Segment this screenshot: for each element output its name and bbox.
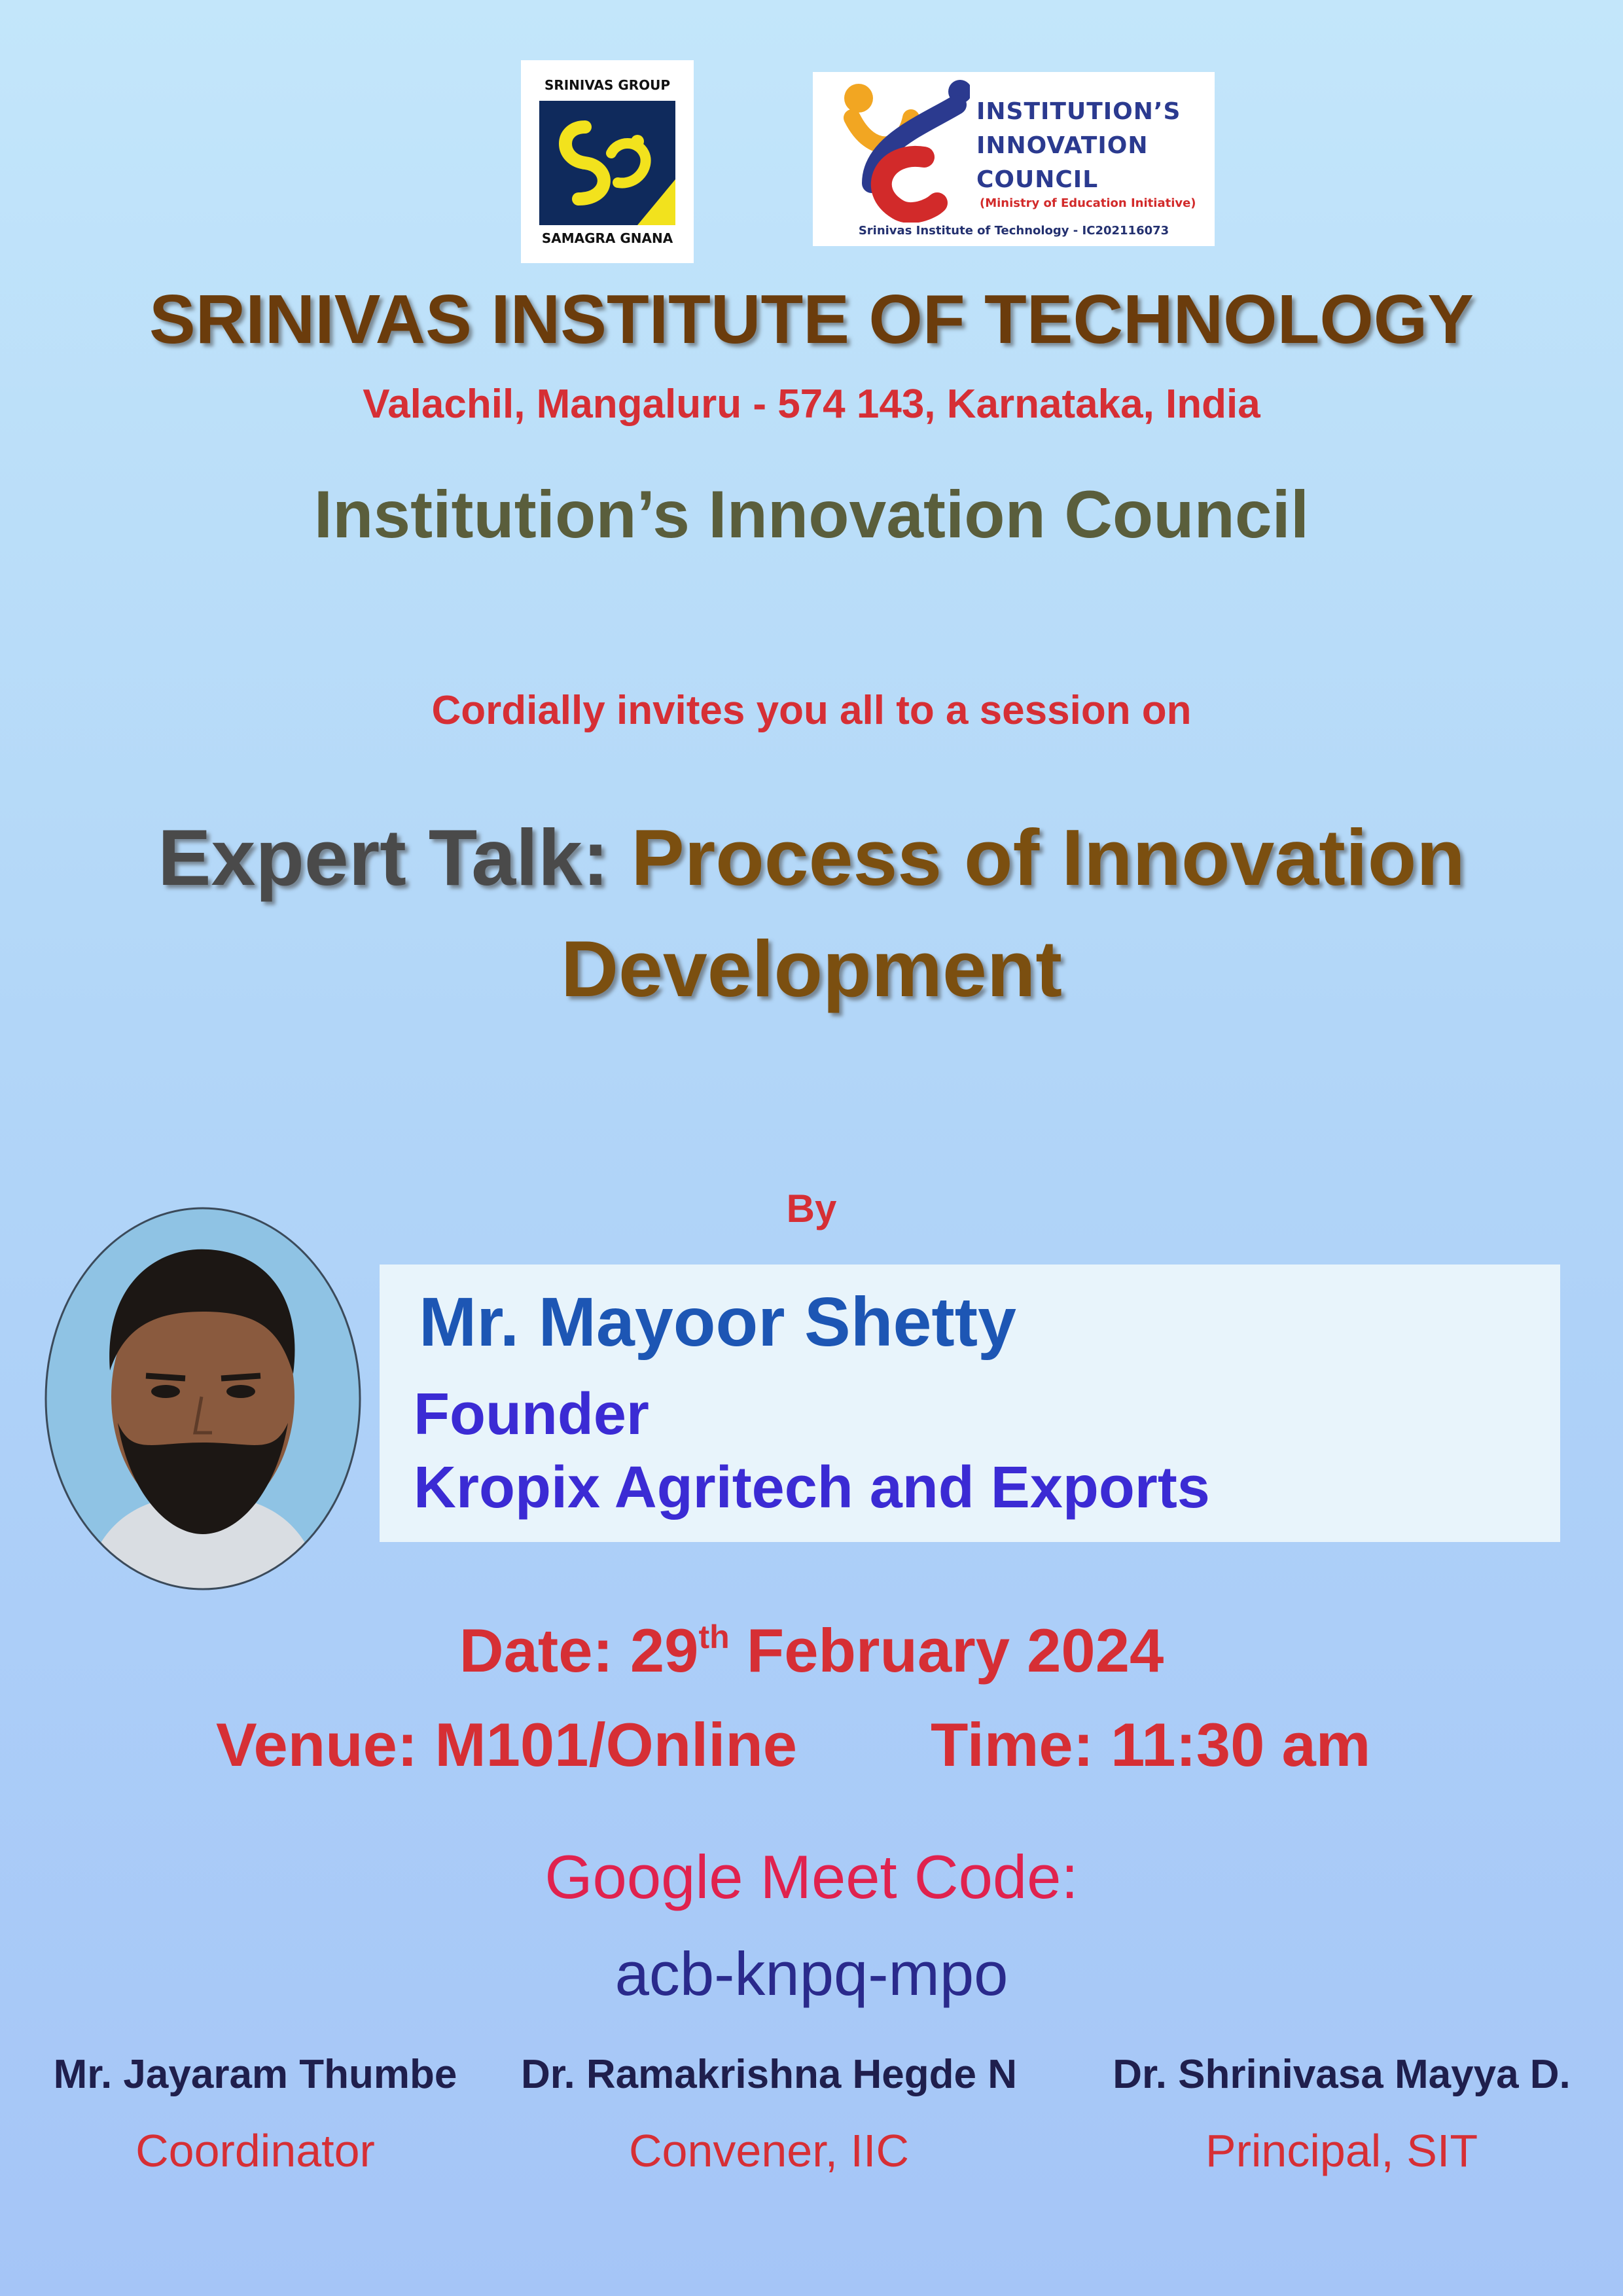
by-label: By bbox=[786, 1187, 837, 1230]
date-rest: February 2024 bbox=[729, 1616, 1164, 1685]
iic-logo-line2: INNOVATION bbox=[976, 132, 1149, 159]
institute-address: Valachil, Mangaluru - 574 143, Karnataka, India bbox=[363, 382, 1260, 427]
talk-topic-part1: Process of Innovation bbox=[631, 813, 1465, 902]
meet-code-label: Google Meet Code: bbox=[544, 1842, 1079, 1911]
iic-logo bbox=[813, 72, 1215, 246]
iic-logo-line3: COUNCIL bbox=[976, 166, 1099, 193]
iic-emblem-icon bbox=[826, 79, 970, 223]
coordinator-name: Mr. Jayaram Thumbe bbox=[53, 2052, 457, 2097]
talk-topic-part2: Development bbox=[560, 924, 1063, 1013]
talk-prefix: Expert Talk: bbox=[158, 813, 609, 902]
date-ordinal: th bbox=[698, 1619, 730, 1655]
logo-bottom-text: SAMAGRA GNANA bbox=[541, 230, 673, 246]
talk-title-line1 bbox=[0, 812, 1623, 903]
iic-logo-footer: Srinivas Institute of Technology - IC202116073 bbox=[858, 224, 1169, 238]
principal-role: Principal, SIT bbox=[1205, 2125, 1478, 2176]
srinivas-emblem-icon bbox=[539, 101, 675, 225]
institute-title: SRINIVAS INSTITUTE OF TECHNOLOGY bbox=[149, 281, 1474, 358]
event-date bbox=[0, 1615, 1623, 1686]
speaker-name: Mr. Mayoor Shetty bbox=[419, 1283, 1016, 1361]
convener-name: Dr. Ramakrishna Hegde N bbox=[520, 2052, 1018, 2097]
coordinator-role: Coordinator bbox=[135, 2125, 375, 2176]
invite-text: Cordially invites you all to a session on bbox=[431, 688, 1192, 733]
meet-code-value: acb-knpq-mpo bbox=[615, 1939, 1008, 2008]
iic-logo-sub: (Ministry of Education Initiative) bbox=[980, 196, 1196, 210]
iic-logo-line1: INSTITUTION’S bbox=[976, 98, 1181, 125]
speaker-organization: Kropix Agritech and Exports bbox=[414, 1455, 1210, 1520]
principal-name: Dr. Shrinivasa Mayya D. bbox=[1113, 2052, 1571, 2097]
date-prefix: Date: 29 bbox=[459, 1616, 699, 1685]
speaker-role: Founder bbox=[414, 1382, 649, 1447]
event-time: Time: 11:30 am bbox=[931, 1710, 1371, 1779]
speaker-photo bbox=[45, 1207, 361, 1590]
srinivas-group-logo bbox=[521, 60, 694, 263]
event-venue: Venue: M101/Online bbox=[216, 1710, 798, 1779]
logo-top-text: SRINIVAS GROUP bbox=[544, 77, 671, 93]
convener-role: Convener, IIC bbox=[629, 2125, 909, 2176]
council-name: Institution’s Innovation Council bbox=[313, 477, 1310, 552]
